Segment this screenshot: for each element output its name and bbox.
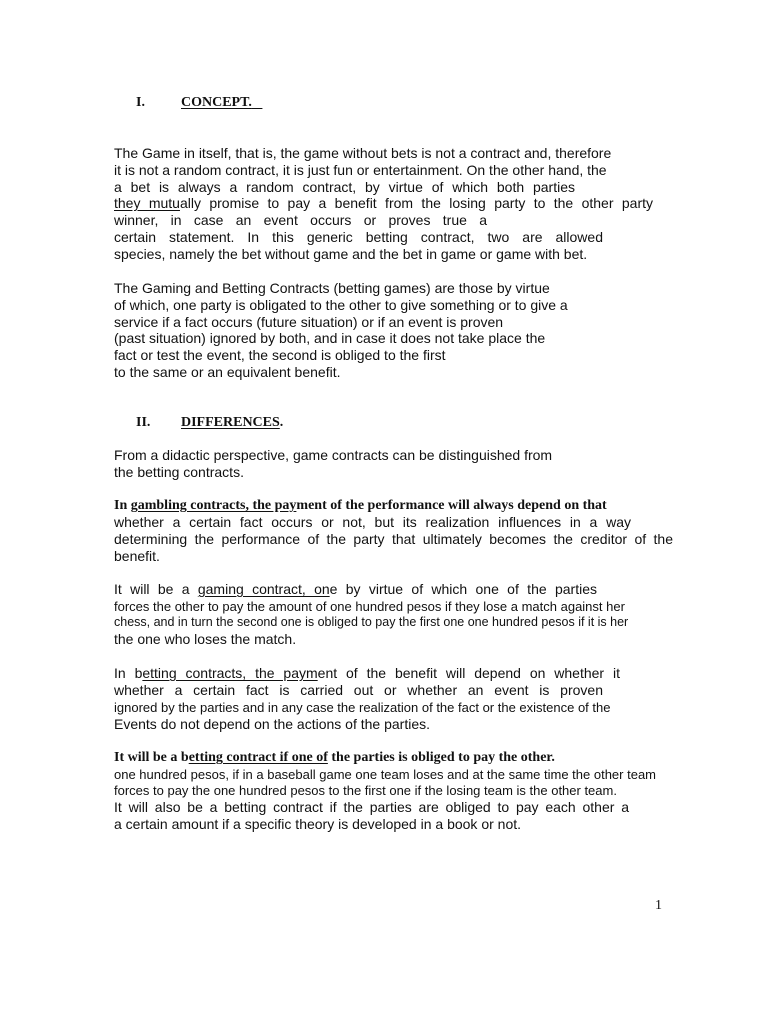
lead-start: It will be a bbox=[114, 581, 198, 597]
gaming-line3: the one who loses the match. bbox=[114, 631, 297, 647]
concept-para2-line1: The Gaming and Betting Contracts (betting games) are those by virtue bbox=[114, 280, 550, 296]
example-line2: forces to pay the one hundred pesos to the first one if the losing team is the other team. bbox=[114, 783, 617, 798]
concept-para1-line2: it is not a random contract, it is just fun or entertainment. On the other hand, the bbox=[114, 162, 607, 178]
section-1-heading-text: CONCEPT. bbox=[181, 95, 252, 110]
concept-para2-line4: (past situation) ignored by both, and in case it does not take place the bbox=[114, 330, 546, 346]
concept-para1-line5: winner, in case an event occurs or proves true a bbox=[114, 212, 487, 228]
lead-start: In b bbox=[114, 665, 143, 681]
section-2-heading-text: DIFFERENCES bbox=[181, 415, 280, 430]
gaming-line2: chess, and in turn the second one is obliged to pay the first one one hundred pesos if it is her bbox=[114, 615, 629, 629]
concept-para1-line3: a bet is always a random contract, by virtue of which both parties bbox=[114, 179, 575, 195]
example-line4: a certain amount if a specific theory is developed in a book or not. bbox=[114, 816, 522, 832]
underlined-fragment: gambling contracts, the pay bbox=[130, 498, 297, 513]
differences-intro-line1: From a didactic perspective, game contracts can be distinguished from bbox=[114, 447, 553, 463]
section-1-numeral: I. bbox=[136, 95, 145, 110]
example-line1: one hundred pesos, if in a baseball game one team loses and at the same time the other team bbox=[114, 767, 657, 782]
line-rest: ally promise to pay a benefit from the losing party to the other party bbox=[179, 195, 653, 211]
page-number: 1 bbox=[655, 898, 662, 913]
section-2-numeral: II. bbox=[136, 415, 151, 430]
lead-end: ent of the benefit will depend on whether it bbox=[317, 665, 620, 681]
concept-para1-line7: species, namely the bet without game and the bet in game or game with bet. bbox=[114, 246, 588, 262]
lead-end: the parties is obliged to pay the other. bbox=[327, 750, 555, 765]
gambling-line3: benefit. bbox=[114, 548, 160, 564]
section-2-heading bbox=[181, 414, 283, 431]
example-lead bbox=[114, 749, 555, 766]
underlined-fragment: etting contract if one of bbox=[188, 750, 328, 765]
gaming-lead bbox=[114, 581, 597, 598]
concept-para1-line1: The Game in itself, that is, the game without bets is not a contract and, therefore bbox=[114, 145, 612, 161]
gambling-line2: determining the performance of the party that ultimately becomes the creditor of the bbox=[114, 531, 673, 547]
example-line3: It will also be a betting contract if the parties are obliged to pay each other a bbox=[114, 799, 629, 815]
concept-para2-line3: service if a fact occurs (future situation) or if an event is proven bbox=[114, 314, 504, 330]
concept-para2-line6: to the same or an equivalent benefit. bbox=[114, 364, 341, 380]
concept-para1-line4 bbox=[114, 195, 653, 212]
lead-start: In bbox=[114, 498, 131, 513]
gambling-line1: whether a certain fact occurs or not, but its realization influences in a way bbox=[114, 514, 631, 530]
betting-line3: Events do not depend on the actions of the parties. bbox=[114, 716, 430, 732]
lead-start: It will be a b bbox=[114, 750, 189, 765]
underlined-fragment: etting contracts, the paym bbox=[142, 665, 318, 681]
section-1-heading bbox=[181, 94, 262, 111]
underlined-fragment: they mutu bbox=[114, 195, 180, 211]
lead-end: e by virtue of which one of the parties bbox=[329, 581, 597, 597]
betting-line1: whether a certain fact is carried out or whether an event is proven bbox=[114, 682, 603, 698]
concept-para2-line2: of which, one party is obligated to the other to give something or to give a bbox=[114, 297, 568, 313]
differences-intro-line2: the betting contracts. bbox=[114, 464, 244, 480]
concept-para1-line6: certain statement. In this generic betting contract, two are allowed bbox=[114, 229, 603, 245]
betting-line2: ignored by the parties and in any case the realization of the fact or the existence of the bbox=[114, 700, 611, 715]
underlined-fragment: gaming contract, on bbox=[197, 581, 330, 597]
gaming-line1: forces the other to pay the amount of one hundred pesos if they lose a match against her bbox=[114, 599, 625, 614]
concept-para2-line5: fact or test the event, the second is obliged to the first bbox=[114, 347, 446, 363]
gambling-lead bbox=[114, 497, 607, 514]
section-2-heading-tail: . bbox=[279, 415, 284, 430]
lead-end: ment of the performance will always depend on that bbox=[296, 498, 607, 513]
betting-lead bbox=[114, 665, 620, 682]
